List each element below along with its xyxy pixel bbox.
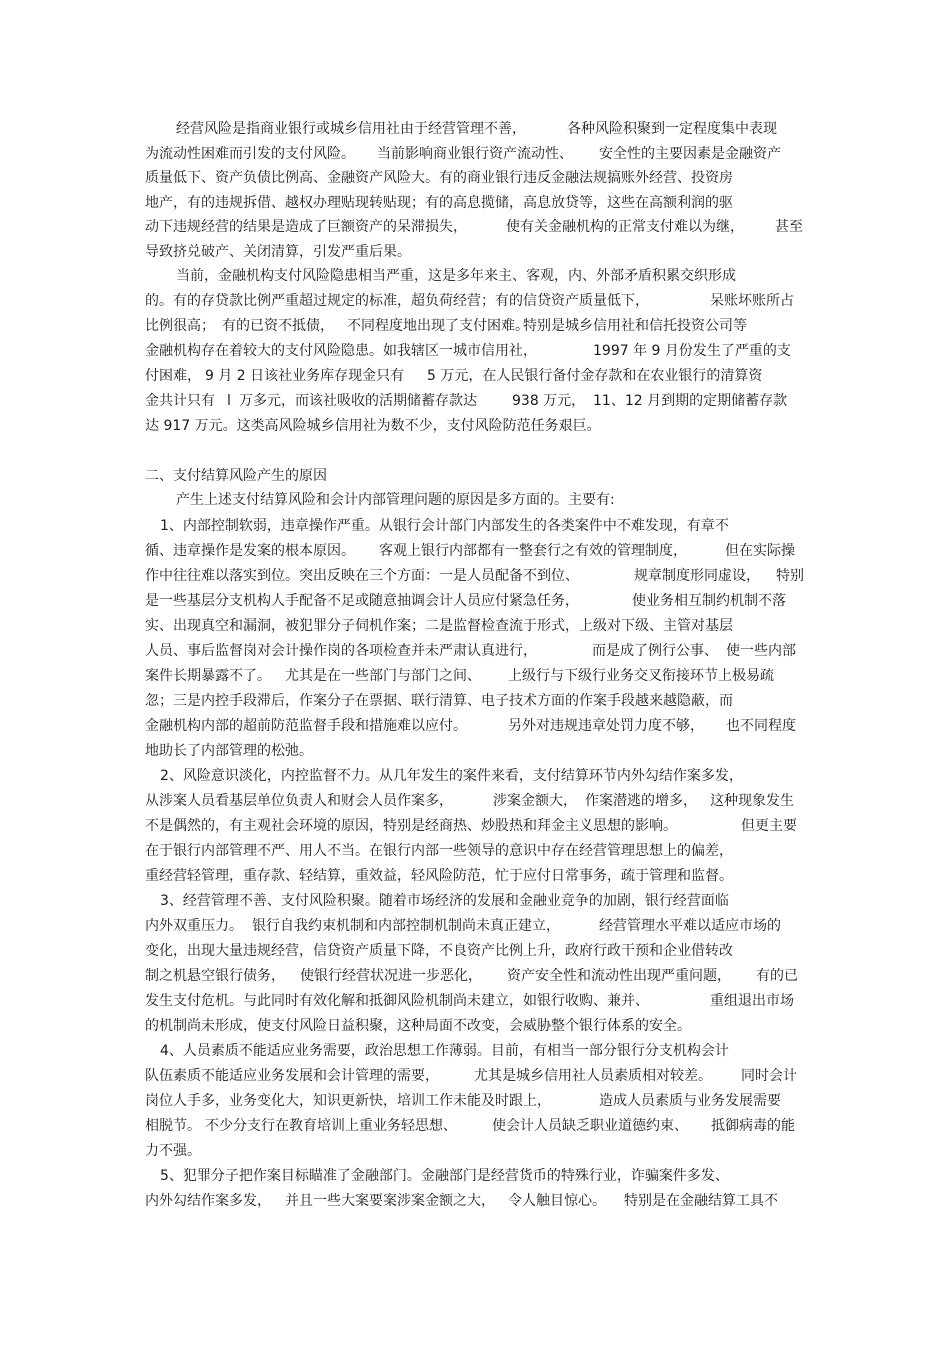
text-line	[0, 564, 950, 588]
text-segment: 作中往往难以落实到位。突出反映在三个方面：一是人员配备不到位、	[145, 568, 579, 584]
text-segment: 的机制尚未形成，使支付风险日益积聚，这种局面不改变，会威胁整个银行体系的安全。	[145, 1018, 691, 1034]
text-segment: 重经营轻管理，重存款、轻结算，重效益，轻风险防范，忙于应付日常事务，疏于管理和监督。	[145, 868, 733, 884]
text-segment: 不同程度地出现了支付困难。	[347, 318, 529, 334]
text-segment: 甚至	[775, 219, 803, 235]
text-segment: 规章制度形同虚设，	[634, 568, 760, 584]
text-line	[0, 117, 950, 141]
text-segment: 经营管理水平难以适应市场的	[599, 918, 781, 934]
text-segment: 使有关金融机构的正常支付难以为继，	[506, 219, 744, 235]
text-line	[0, 514, 950, 538]
text-segment: 尤其是在一些部门与部门之间、	[285, 668, 481, 684]
text-segment: 造成人员素质与业务发展需要	[599, 1093, 781, 1109]
text-segment: 人员、事后监督岗对会计操作岗的各项检查并未严肃认真进行，	[145, 643, 537, 659]
text-line	[0, 240, 950, 264]
text-segment: 而是成了例行公事、	[592, 643, 718, 659]
text-line	[0, 1114, 950, 1138]
text-line	[0, 814, 950, 838]
text-segment: 这种现象发生	[710, 793, 794, 809]
text-segment: 作案潜逃的增多，	[585, 793, 697, 809]
text-segment: 当前影响商业银行资产流动性、	[377, 146, 573, 162]
text-segment: 令人触目惊心。	[508, 1193, 606, 1209]
text-segment: 1、内部控制软弱，违章操作严重。从银行会计部门内部发生的各类案件中不难发现，有章不	[160, 518, 729, 534]
text-segment: 金融机构存在着较大的支付风险隐患。如我辖区一城市信用社，	[145, 343, 537, 359]
text-segment: 各种风险积聚到一定程度集中表现	[567, 121, 777, 137]
text-line	[0, 914, 950, 938]
text-segment: 安全性的主要因素是金融资产	[599, 146, 781, 162]
text-segment: 万多元，而该社吸收的活期储蓄存款达	[239, 393, 477, 409]
text-segment: 制之机悬空银行债务，	[145, 968, 285, 984]
text-segment: 当前，金融机构支付风险隐患相当严重，这是多年来主、客观，内、外部矛盾积累交织形成	[176, 268, 736, 284]
text-segment: 并且一些大案要案涉案金额之大，	[285, 1193, 495, 1209]
text-line	[0, 314, 950, 338]
text-segment: 从涉案人员看基层单位负责人和财会人员作案多，	[145, 793, 453, 809]
text-segment: 1997 年 9 月份发生了严重的支	[593, 343, 791, 359]
text-segment: 5、犯罪分子把作案目标瞄准了金融部门。金融部门是经营货币的特殊行业，诈骗案件多发、	[160, 1168, 729, 1184]
text-line	[0, 1189, 950, 1213]
text-line	[0, 839, 950, 863]
text-segment: 岗位人手多，业务变化大，知识更新快，培训工作未能及时跟上，	[145, 1093, 551, 1109]
text-segment: 二、支付结算风险产生的原因	[145, 468, 327, 484]
text-segment: 938 万元，	[512, 393, 586, 409]
text-segment: 相脱节。	[145, 1118, 201, 1134]
text-segment: 客观上银行内部都有一整套行之有效的管理制度，	[379, 543, 687, 559]
text-segment: 为流动性困难而引发的支付风险。	[145, 146, 355, 162]
text-segment: 使业务相互制约机制不落	[632, 593, 786, 609]
text-segment: 地产，有的违规拆借、越权办理贴现转贴现；有的高息揽储，高息放贷等，这些在高额利润的驱	[145, 195, 733, 211]
text-segment: 重组退出市场	[710, 993, 794, 1009]
text-line	[0, 289, 950, 313]
text-segment: 上级行与下级行业务交叉衔接环节上极易疏	[508, 668, 774, 684]
text-segment: 的。有的存贷款比例严重超过规定的标准，超负荷经营；有的信贷资产质量低下，	[145, 293, 649, 309]
text-segment: 金共计只有	[145, 393, 215, 409]
text-segment: 实、出现真空和漏洞，被犯罪分子伺机作案；二是监督检查流于形式，上级对下级、主管对基层	[145, 618, 733, 634]
text-segment: 有的已	[756, 968, 798, 984]
text-segment: 发生支付危机。与此同时有效化解和抵御风险机制尚未建立，如银行收购、兼并、	[145, 993, 649, 1009]
text-segment: 内外勾结作案多发，	[145, 1193, 271, 1209]
text-segment: 9 月 2 日该社业务库存现金只有	[205, 368, 405, 384]
text-line	[0, 339, 950, 363]
text-line	[0, 889, 950, 913]
text-segment: 特别	[776, 568, 804, 584]
text-line	[0, 191, 950, 215]
text-segment: 4、人员素质不能适应业务需要，政治思想工作薄弱。目前，有相当一部分银行分支机构会计	[160, 1043, 729, 1059]
text-line	[0, 664, 950, 688]
text-segment: 银行自我约束机制和内部控制机制尚未真正建立，	[252, 918, 560, 934]
text-segment: 变化，出现大量违规经营，信贷资产质量下降，不良资产比例上升，政府行政干预和企业借转改	[145, 943, 733, 959]
text-segment: 同时会计	[741, 1068, 797, 1084]
text-segment: 抵御病毒的能	[711, 1118, 795, 1134]
text-segment: 涉案金额大，	[493, 793, 577, 809]
text-segment: 使一些内部	[726, 643, 796, 659]
text-line	[0, 1014, 950, 1038]
text-segment: 力不强。	[145, 1143, 201, 1159]
text-segment: 地助长了内部管理的松弛。	[145, 743, 313, 759]
text-segment: 也不同程度	[726, 718, 796, 734]
text-line	[0, 1089, 950, 1113]
text-segment: 不少分支行在教育培训上重业务轻思想、	[205, 1118, 457, 1134]
text-segment: 使银行经营状况进一步恶化，	[300, 968, 482, 984]
text-line	[0, 539, 950, 563]
text-line	[0, 589, 950, 613]
text-line	[0, 389, 950, 413]
text-line	[0, 364, 950, 388]
text-segment: 3、经营管理不善、支付风险积聚。随着市场经济的发展和金融业竞争的加剧，银行经营面临	[160, 893, 729, 909]
text-segment: 产生上述支付结算风险和会计内部管理问题的原因是多方面的。主要有:	[176, 492, 615, 508]
text-segment: 特别是在金融结算工具不	[624, 1193, 778, 1209]
text-segment: 质量低下、资产负债比例高、金融资产风险大。有的商业银行违反金融法规搞账外经营、投资房	[145, 170, 733, 186]
text-segment: 经营风险是指商业银行或城乡信用社由于经营管理不善，	[176, 121, 526, 137]
text-line	[0, 264, 950, 288]
text-segment: 但在实际操	[725, 543, 795, 559]
text-line	[0, 1039, 950, 1063]
text-segment: 金融机构内部的超前防范监督手段和措施难以应付。	[145, 718, 467, 734]
text-line	[0, 964, 950, 988]
text-segment: 动下违规经营的结果是造成了巨额资产的呆滞损失，	[145, 219, 467, 235]
text-line	[0, 142, 950, 166]
text-segment: 忽；三是内控手段滞后，作案分子在票据、联行清算、电子技术方面的作案手段越来越隐蔽，而	[145, 693, 733, 709]
text-line	[0, 714, 950, 738]
text-segment: 不是偶然的，有主观社会环境的原因，特别是经商热、炒股热和拜金主义思想的影响。	[145, 818, 677, 834]
text-segment: 队伍素质不能适应业务发展和会计管理的需要，	[145, 1068, 439, 1084]
section-heading	[0, 464, 950, 488]
text-segment: 2、风险意识淡化，内控监督不力。从几年发生的案件来看，支付结算环节内外勾结作案多发，	[160, 768, 743, 784]
text-line	[0, 689, 950, 713]
text-line	[0, 739, 950, 763]
text-line	[0, 764, 950, 788]
text-line	[0, 614, 950, 638]
text-segment: 案件长期暴露不了。	[145, 668, 271, 684]
text-segment: 导致挤兑破产、关闭清算，引发严重后果。	[145, 244, 411, 260]
text-segment: 资产安全性和流动性出现严重问题，	[507, 968, 731, 984]
text-segment: 达 917 万元。这类高风险城乡信用社为数不少，支付风险防范任务艰巨。	[145, 418, 601, 434]
text-line	[0, 864, 950, 888]
text-segment: 有的已资不抵债，	[222, 318, 334, 334]
text-segment: 但更主要	[741, 818, 797, 834]
text-segment: 另外对违规违章处罚力度不够，	[508, 718, 704, 734]
text-line	[0, 488, 950, 512]
text-segment: 呆账坏账所占	[710, 293, 794, 309]
text-segment: l	[227, 393, 231, 409]
text-segment: 使会计人员缺乏职业道德约束、	[492, 1118, 688, 1134]
text-line	[0, 414, 950, 438]
text-line	[0, 166, 950, 190]
text-line	[0, 639, 950, 663]
text-segment: 5 万元，在人民银行备付金存款和在农业银行的清算资	[427, 368, 763, 384]
text-line	[0, 1164, 950, 1188]
text-line	[0, 1064, 950, 1088]
text-segment: 循、违章操作是发案的根本原因。	[145, 543, 355, 559]
text-segment: 特别是城乡信用社和信托投资公司等	[523, 318, 747, 334]
text-segment: 比例很高；	[145, 318, 215, 334]
text-segment: 尤其是城乡信用社人员素质相对较差。	[474, 1068, 712, 1084]
text-segment: 内外双重压力。	[145, 918, 243, 934]
text-segment: 在于银行内部管理不严、用人不当。在银行内部一些领导的意识中存在经营管理思想上的偏差，	[145, 843, 733, 859]
text-line	[0, 789, 950, 813]
text-segment: 11、12 月到期的定期储蓄存款	[593, 393, 788, 409]
text-line	[0, 939, 950, 963]
text-line	[0, 1139, 950, 1163]
text-line	[0, 989, 950, 1013]
text-line	[0, 215, 950, 239]
text-segment: 付困难，	[145, 368, 201, 384]
text-segment: 是一些基层分支机构人手配备不足或随意抽调会计人员应付紧急任务，	[145, 593, 579, 609]
